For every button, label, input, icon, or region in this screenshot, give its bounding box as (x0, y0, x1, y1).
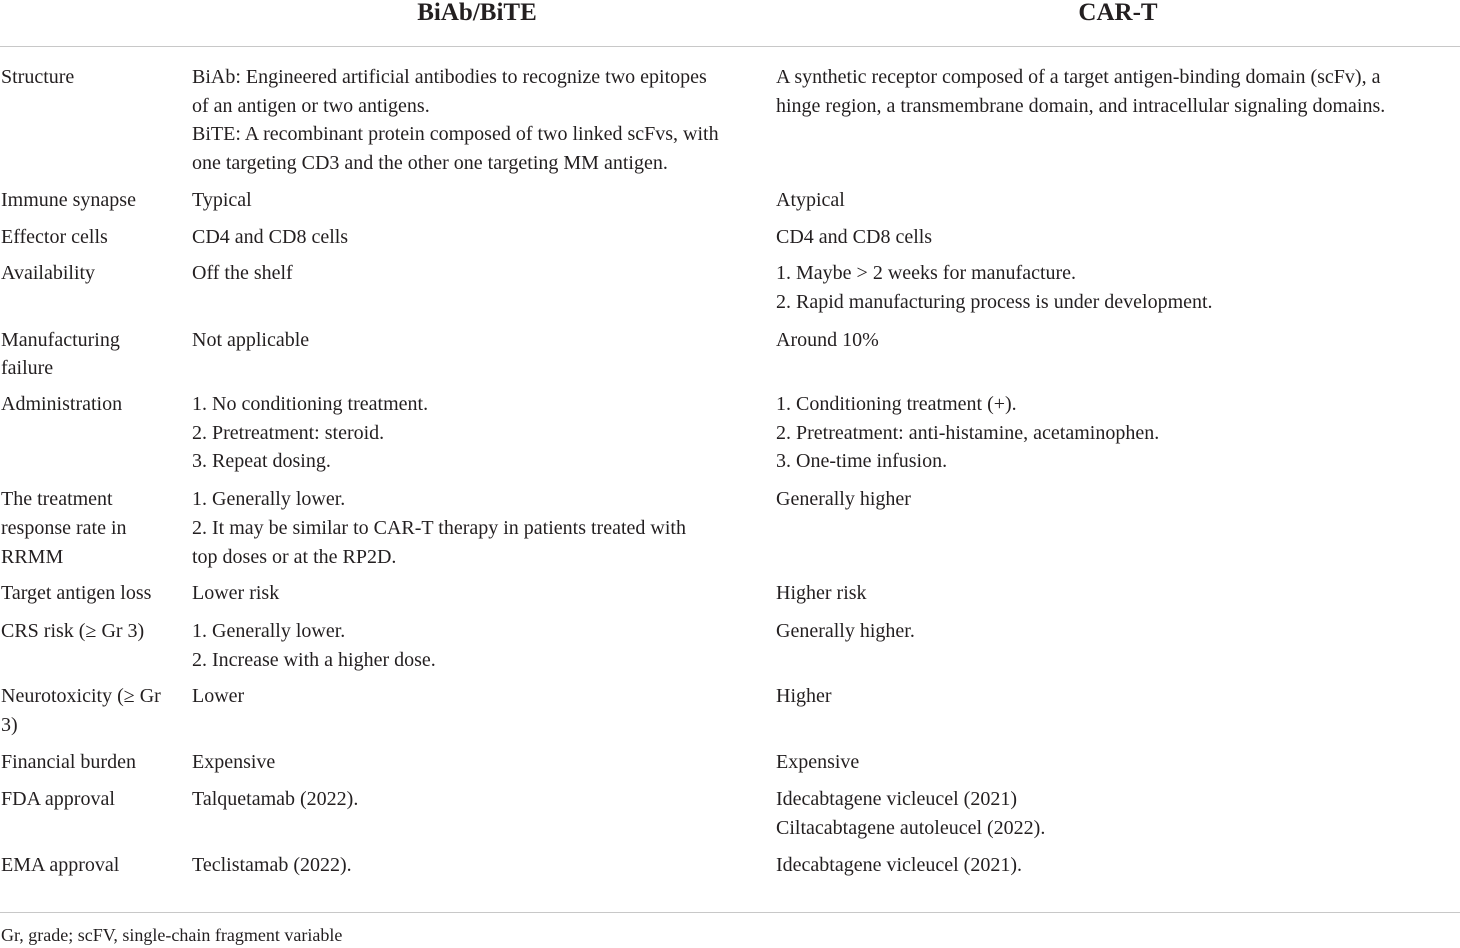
cell-text-line: Generally higher (776, 488, 911, 511)
table-row (0, 748, 1460, 777)
cell-biab-bite (192, 785, 776, 814)
cell-text-line: The treatment (1, 488, 113, 511)
cell-text-line: Effector cells (1, 225, 108, 248)
cell-text-line: FDA approval (1, 788, 115, 811)
cell-text-line: 1. Maybe > 2 weeks for manufacture. (776, 262, 1077, 285)
row-label (0, 326, 192, 383)
row-label (0, 186, 192, 215)
table-header (0, 0, 1460, 47)
cell-car-t (776, 851, 1460, 880)
table-row (0, 485, 1460, 571)
cell-biab-bite (192, 186, 776, 215)
cell-car-t (776, 223, 1460, 252)
cell-text-line: of an antigen or two antigens. (192, 94, 430, 117)
cell-text-line: Teclistamab (2022). (192, 853, 352, 876)
row-label (0, 617, 192, 646)
cell-text-line: CD4 and CD8 cells (776, 225, 933, 248)
cell-text-line: Idecabtagene vicleucel (2021) (776, 788, 1017, 811)
cell-biab-bite (192, 326, 776, 355)
cell-car-t (776, 63, 1460, 120)
cell-text-line: Not applicable (192, 328, 310, 351)
cell-text-line: Structure (1, 66, 75, 88)
cell-biab-bite (192, 63, 776, 178)
cell-text-line: 2. Increase with a higher dose. (192, 648, 436, 671)
cell-text-line: Generally higher. (776, 619, 915, 642)
table-row (0, 223, 1460, 252)
cell-text-line: RRMM (1, 545, 64, 568)
cell-text-line: Talquetamab (2022). (192, 788, 359, 811)
table-row (0, 326, 1460, 383)
cell-text-line: Availability (1, 262, 96, 285)
cell-car-t (776, 485, 1460, 514)
cell-text-line: 3. One-time infusion. (776, 450, 948, 473)
cell-text-line: A synthetic receptor composed of a target antigen-binding domain (scFv), a (776, 66, 1381, 88)
cell-text-line: Idecabtagene vicleucel (2021). (776, 853, 1022, 876)
cell-text-line: response rate in (1, 516, 127, 539)
cell-text-line: 2. It may be similar to CAR-T therapy in patients treated with (192, 516, 686, 539)
cell-biab-bite (192, 579, 776, 608)
row-label (0, 390, 192, 419)
cell-text-line: Ciltacabtagene autoleucel (2022). (776, 817, 1046, 840)
row-label (0, 851, 192, 880)
row-label (0, 579, 192, 608)
row-label (0, 259, 192, 288)
table-row (0, 682, 1460, 739)
cell-car-t (776, 259, 1460, 316)
cell-car-t (776, 748, 1460, 777)
cell-text-line: BiAb: Engineered artificial antibodies to recognize two epitopes (192, 66, 707, 88)
cell-car-t (776, 617, 1460, 646)
table-row (0, 259, 1460, 316)
cell-text-line: CD4 and CD8 cells (192, 225, 349, 248)
cell-text-line: Atypical (776, 188, 845, 211)
cell-text-line: 1. Conditioning treatment (+). (776, 393, 1017, 416)
cell-text-line: 2. Pretreatment: steroid. (192, 421, 385, 444)
cell-text-line: Manufacturing (1, 328, 120, 351)
cell-text-line: CRS risk (≥ Gr 3) (1, 619, 145, 642)
cell-car-t (776, 326, 1460, 355)
header-car-t: CAR-T (1078, 0, 1158, 26)
cell-text-line: 2. Pretreatment: anti-histamine, acetaminophen. (776, 421, 1160, 444)
table-row (0, 63, 1460, 178)
table-row (0, 579, 1460, 608)
cell-text-line: BiTE: A recombinant protein composed of two linked scFvs, with (192, 123, 719, 146)
cell-biab-bite (192, 682, 776, 711)
row-label (0, 748, 192, 777)
cell-text-line: Expensive (776, 750, 860, 773)
cell-biab-bite (192, 851, 776, 880)
cell-text-line: EMA approval (1, 853, 120, 876)
row-label (0, 485, 192, 571)
cell-text-line: Lower risk (192, 582, 280, 605)
row-label (0, 682, 192, 739)
cell-text-line: Around 10% (776, 328, 879, 351)
row-label (0, 785, 192, 814)
row-label (0, 223, 192, 252)
cell-biab-bite (192, 617, 776, 674)
cell-biab-bite (192, 259, 776, 288)
footer-divider (0, 912, 1460, 913)
cell-text-line: one targeting CD3 and the other one targeting MM antigen. (192, 152, 668, 175)
cell-text-line: 1. No conditioning treatment. (192, 393, 429, 416)
cell-text-line: Higher risk (776, 582, 867, 605)
cell-text-line: Administration (1, 393, 123, 416)
table-row (0, 186, 1460, 215)
cell-text-line: Higher (776, 685, 832, 708)
table-row (0, 785, 1460, 842)
cell-text-line: 2. Rapid manufacturing process is under development. (776, 290, 1213, 313)
row-label (0, 63, 192, 92)
cell-biab-bite (192, 748, 776, 777)
cell-biab-bite (192, 390, 776, 476)
table-row (0, 617, 1460, 674)
cell-text-line: hinge region, a transmembrane domain, and intracellular signaling domains. (776, 94, 1386, 117)
cell-text-line: failure (1, 357, 54, 380)
cell-text-line: top doses or at the RP2D. (192, 545, 397, 568)
cell-text-line: Typical (192, 188, 252, 211)
cell-text-line: Immune synapse (1, 188, 136, 211)
table-row (0, 390, 1460, 476)
cell-text-line: 3. Repeat dosing. (192, 450, 331, 473)
cell-text-line: 1. Generally lower. (192, 619, 346, 642)
cell-text-line: Financial burden (1, 750, 136, 773)
cell-text-line: 1. Generally lower. (192, 488, 346, 511)
cell-car-t (776, 390, 1460, 476)
cell-car-t (776, 579, 1460, 608)
table-row (0, 851, 1460, 880)
header-biab-bite: BiAb/BiTE (417, 0, 537, 26)
cell-car-t (776, 682, 1460, 711)
cell-text-line: Neurotoxicity (≥ Gr (1, 685, 161, 708)
cell-car-t (776, 785, 1460, 842)
cell-text-line: Expensive (192, 750, 276, 773)
cell-text-line: Lower (192, 685, 245, 708)
cell-biab-bite (192, 223, 776, 252)
cell-text-line: Target antigen loss (1, 582, 152, 605)
cell-text-line: Off the shelf (192, 262, 293, 285)
cell-biab-bite (192, 485, 776, 571)
cell-text-line: 3) (1, 714, 18, 737)
table-footnote: Gr, grade; scFV, single-chain fragment variable (1, 925, 343, 945)
cell-car-t (776, 186, 1460, 215)
table-body (0, 63, 1460, 880)
